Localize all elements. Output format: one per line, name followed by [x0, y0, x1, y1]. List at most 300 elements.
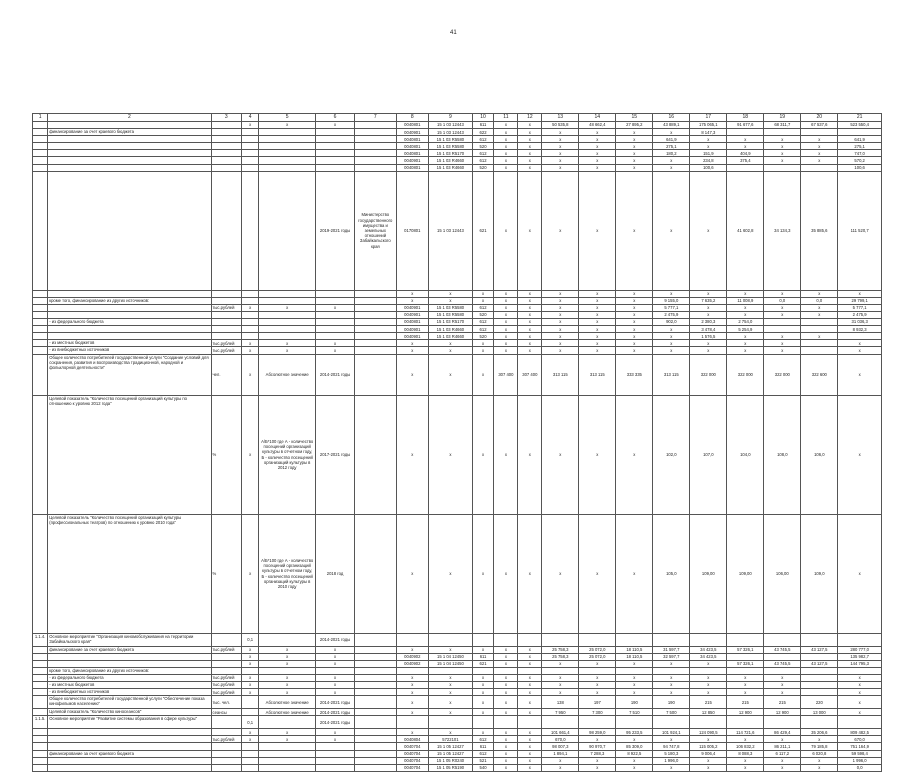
- table-cell: 59 598,4: [838, 750, 882, 757]
- table-cell: x: [396, 709, 429, 716]
- table-cell: [211, 150, 241, 157]
- table-cell: [396, 667, 429, 674]
- table-cell: 520: [472, 333, 494, 340]
- table-cell: x: [518, 743, 542, 750]
- table-cell: [259, 716, 316, 729]
- table-cell: [33, 689, 48, 696]
- table-cell: x: [764, 304, 801, 311]
- table-cell: x: [764, 736, 801, 743]
- table-cell: [315, 319, 354, 326]
- table-cell: x: [653, 347, 690, 354]
- table-cell: x: [801, 157, 838, 164]
- table-cell: x: [542, 660, 579, 667]
- table-cell: x: [472, 646, 494, 653]
- table-cell: 0040902: [396, 653, 429, 660]
- table-cell: [355, 514, 396, 633]
- table-cell: x: [801, 304, 838, 311]
- table-cell: [355, 709, 396, 716]
- table-cell: x: [315, 729, 354, 736]
- table-cell: 307 400: [518, 354, 542, 395]
- table-cell: x: [542, 757, 579, 764]
- table-cell: x: [315, 653, 354, 660]
- table-cell: Целевой показатель "Количество посещений организаций культуры по отношению к уровню 2012 года": [48, 395, 211, 514]
- table-cell: 101 661,4: [542, 729, 579, 736]
- table-cell: x: [727, 340, 764, 347]
- table-row: [33, 290, 882, 297]
- table-cell: x: [429, 514, 473, 633]
- table-cell: тыс.рублей: [211, 347, 241, 354]
- table-cell: [211, 667, 241, 674]
- table-cell: 6 020,8: [801, 750, 838, 757]
- table-cell: 0,1: [241, 716, 258, 729]
- table-cell: 523 550,4: [838, 122, 882, 129]
- table-cell: x: [801, 736, 838, 743]
- table-row: [33, 354, 882, 395]
- table-cell: x: [801, 150, 838, 157]
- table-cell: x: [616, 681, 653, 688]
- table-cell: x: [542, 297, 579, 304]
- table-cell: [241, 743, 258, 750]
- table-cell: 67 537,6: [801, 122, 838, 129]
- table-cell: 105,0: [653, 514, 690, 633]
- table-row: [33, 122, 882, 129]
- table-cell: x: [690, 681, 727, 688]
- table-cell: 0040901: [396, 333, 429, 340]
- table-cell: 5 777,1: [653, 304, 690, 311]
- table-cell: 13 000: [801, 709, 838, 716]
- table-cell: x: [241, 660, 258, 667]
- table-cell: x: [542, 136, 579, 143]
- table-row: [33, 757, 882, 764]
- table-cell: 34 423,5: [690, 646, 727, 653]
- table-cell: [48, 136, 211, 143]
- table-cell: - из федерального бюджета: [48, 674, 211, 681]
- table-cell: 15 1 03 R4660: [429, 164, 473, 171]
- table-cell: [241, 157, 258, 164]
- table-cell: x: [396, 340, 429, 347]
- header-cell: 15: [616, 114, 653, 122]
- table-cell: 104,0: [727, 395, 764, 514]
- table-cell: 0,0: [801, 297, 838, 304]
- table-cell: [801, 319, 838, 326]
- table-cell: x: [518, 646, 542, 653]
- table-cell: x: [727, 681, 764, 688]
- table-cell: x: [653, 157, 690, 164]
- table-cell: - из внебюджетных источников: [48, 347, 211, 354]
- table-cell: [838, 333, 882, 340]
- table-cell: 15 1 03 R5170: [429, 319, 473, 326]
- table-cell: 2017-2021 годы: [315, 395, 354, 514]
- table-cell: x: [518, 171, 542, 290]
- table-cell: [764, 653, 801, 660]
- table-cell: x: [801, 757, 838, 764]
- table-cell: 79 185,8: [801, 743, 838, 750]
- table-cell: [838, 716, 882, 729]
- table-cell: [259, 750, 316, 757]
- table-cell: [33, 736, 48, 743]
- table-cell: x: [653, 171, 690, 290]
- table-cell: [727, 667, 764, 674]
- table-cell: x: [764, 136, 801, 143]
- table-cell: 35 206,6: [801, 729, 838, 736]
- table-cell: [241, 764, 258, 771]
- table-cell: [315, 164, 354, 171]
- table-cell: 31 036,3: [838, 319, 882, 326]
- table-cell: x: [579, 674, 616, 681]
- table-cell: 7 950: [542, 709, 579, 716]
- table-cell: [48, 743, 211, 750]
- table-cell: 0040901: [396, 304, 429, 311]
- table-cell: x: [653, 129, 690, 136]
- header-cell: 14: [579, 114, 616, 122]
- table-cell: - из внебюджетных источников: [48, 689, 211, 696]
- table-cell: x: [838, 696, 882, 709]
- table-cell: 7 500: [653, 709, 690, 716]
- table-cell: финансирование за счет краевого бюджета: [48, 129, 211, 136]
- table-cell: x: [396, 347, 429, 354]
- table-cell: x: [542, 311, 579, 318]
- table-cell: 0040801: [396, 319, 429, 326]
- table-cell: x: [616, 764, 653, 771]
- table-cell: [355, 304, 396, 311]
- table-cell: Абсолютное значение: [259, 709, 316, 716]
- table-cell: x: [472, 696, 494, 709]
- table-cell: [579, 667, 616, 674]
- table-cell: x: [315, 340, 354, 347]
- table-cell: [211, 143, 241, 150]
- table-cell: [48, 757, 211, 764]
- table-cell: [211, 164, 241, 171]
- header-cell: 13: [542, 114, 579, 122]
- table-cell: [241, 319, 258, 326]
- table-cell: 15 1 03 12443: [429, 122, 473, 129]
- table-cell: [315, 143, 354, 150]
- table-cell: x: [241, 354, 258, 395]
- table-cell: x: [579, 136, 616, 143]
- table-cell: x: [616, 171, 653, 290]
- table-cell: x: [579, 681, 616, 688]
- table-cell: x: [542, 171, 579, 290]
- table-cell: 2014-2021 годы: [315, 633, 354, 646]
- table-cell: x: [653, 674, 690, 681]
- table-cell: 280 777,0: [838, 646, 882, 653]
- table-cell: 101 924,1: [653, 729, 690, 736]
- table-cell: 670,0: [838, 736, 882, 743]
- table-cell: [211, 129, 241, 136]
- table-cell: [801, 689, 838, 696]
- table-cell: x: [494, 297, 518, 304]
- table-cell: [33, 667, 48, 674]
- table-cell: [801, 681, 838, 688]
- table-cell: x: [616, 164, 653, 171]
- table-cell: x: [494, 729, 518, 736]
- table-cell: [33, 150, 48, 157]
- table-cell: x: [241, 689, 258, 696]
- table-cell: 2 380,3: [690, 319, 727, 326]
- table-cell: [355, 326, 396, 333]
- table-cell: x: [690, 674, 727, 681]
- table-row: [33, 304, 882, 311]
- table-cell: 43 745,5: [764, 660, 801, 667]
- table-cell: 2014-2021 годы: [315, 696, 354, 709]
- table-cell: x: [396, 297, 429, 304]
- header-cell: 3: [211, 114, 241, 122]
- table-cell: x: [241, 646, 258, 653]
- table-cell: x: [690, 311, 727, 318]
- table-cell: [241, 709, 258, 716]
- table-cell: 98 259,0: [579, 729, 616, 736]
- table-cell: [764, 326, 801, 333]
- table-cell: x: [259, 736, 316, 743]
- table-cell: [259, 129, 316, 136]
- table-cell: [211, 764, 241, 771]
- table-cell: [211, 757, 241, 764]
- table-cell: x: [429, 395, 473, 514]
- table-cell: x: [542, 395, 579, 514]
- table-cell: x: [494, 143, 518, 150]
- table-cell: чел.: [211, 354, 241, 395]
- table-cell: x: [429, 646, 473, 653]
- table-cell: [259, 764, 316, 771]
- table-cell: x: [542, 150, 579, 157]
- table-cell: x: [494, 750, 518, 757]
- table-cell: [259, 171, 316, 290]
- table-cell: x: [801, 143, 838, 150]
- table-cell: 0040901: [396, 311, 429, 318]
- table-cell: 0,1: [241, 633, 258, 646]
- table-cell: [653, 667, 690, 674]
- table-cell: x: [579, 514, 616, 633]
- table-cell: сеансы: [211, 709, 241, 716]
- table-cell: [241, 164, 258, 171]
- table-cell: 641,9: [838, 136, 882, 143]
- table-cell: [355, 164, 396, 171]
- table-cell: [33, 326, 48, 333]
- table-cell: 2014-2021 годы: [315, 709, 354, 716]
- table-row: [33, 395, 882, 514]
- table-cell: [355, 297, 396, 304]
- table-cell: [48, 736, 211, 743]
- header-cell: 11: [494, 114, 518, 122]
- table-row: [33, 729, 882, 736]
- table-row: [33, 129, 882, 136]
- table-cell: x: [472, 290, 494, 297]
- header-cell: 5: [259, 114, 316, 122]
- table-cell: x: [315, 646, 354, 653]
- table-cell: x: [653, 164, 690, 171]
- table-row: [33, 150, 882, 157]
- table-cell: Целевой показатель "Количество посещений организаций культуры (профессиональных театров) по отношению к уровню 2010 года": [48, 514, 211, 633]
- table-row: [33, 340, 882, 347]
- table-cell: x: [838, 689, 882, 696]
- table-cell: 404,9: [727, 150, 764, 157]
- table-cell: [259, 136, 316, 143]
- table-cell: [211, 297, 241, 304]
- table-cell: 98 007,3: [542, 743, 579, 750]
- table-cell: [33, 764, 48, 771]
- table-cell: x: [542, 514, 579, 633]
- table-cell: x: [690, 689, 727, 696]
- table-cell: 2018 год: [315, 514, 354, 633]
- table-cell: Абсолютное значение: [259, 354, 316, 395]
- table-cell: [48, 311, 211, 318]
- table-cell: x: [579, 736, 616, 743]
- table-cell: [653, 716, 690, 729]
- table-cell: x: [494, 347, 518, 354]
- table-cell: x: [518, 311, 542, 318]
- table-row: [33, 326, 882, 333]
- table-cell: 25 758,3: [542, 653, 579, 660]
- table-cell: x: [616, 143, 653, 150]
- table-row: [33, 764, 882, 771]
- table-cell: [315, 150, 354, 157]
- table-cell: x: [472, 297, 494, 304]
- table-cell: x: [429, 347, 473, 354]
- table-cell: [727, 653, 764, 660]
- table-cell: x: [518, 150, 542, 157]
- table-cell: x: [241, 736, 258, 743]
- table-row: [33, 333, 882, 340]
- table-cell: [355, 157, 396, 164]
- table-cell: x: [579, 660, 616, 667]
- table-cell: [801, 129, 838, 136]
- table-cell: x: [727, 757, 764, 764]
- table-cell: [259, 743, 316, 750]
- table-cell: 15 1 05 R0240: [429, 757, 473, 764]
- table-cell: [211, 326, 241, 333]
- table-cell: [33, 757, 48, 764]
- table-cell: [355, 143, 396, 150]
- table-cell: кроме того, финансирование из других источников:: [48, 297, 211, 304]
- table-cell: x: [241, 514, 258, 633]
- table-cell: x: [579, 326, 616, 333]
- table-cell: x: [518, 395, 542, 514]
- table-cell: x: [579, 297, 616, 304]
- table-cell: [429, 716, 473, 729]
- table-cell: x: [518, 660, 542, 667]
- header-cell: 20: [801, 114, 838, 122]
- table-cell: x: [259, 122, 316, 129]
- table-cell: [355, 696, 396, 709]
- table-cell: 215: [690, 696, 727, 709]
- table-cell: 612: [472, 326, 494, 333]
- table-row: [33, 709, 882, 716]
- table-cell: x: [690, 340, 727, 347]
- table-cell: [33, 750, 48, 757]
- table-cell: x: [518, 347, 542, 354]
- table-cell: 180,2: [653, 150, 690, 157]
- table-cell: [241, 150, 258, 157]
- table-cell: 15 1 03 R5580: [429, 136, 473, 143]
- table-cell: x: [690, 347, 727, 354]
- table-cell: Целевой показатель "Количество киносеансов": [48, 709, 211, 716]
- table-cell: 751 164,9: [838, 743, 882, 750]
- table-cell: [33, 297, 48, 304]
- table-cell: x: [616, 150, 653, 157]
- header-cell: 4: [241, 114, 258, 122]
- table-cell: 114 721,6: [727, 729, 764, 736]
- table-cell: 144 795,3: [838, 660, 882, 667]
- table-cell: x: [579, 157, 616, 164]
- table-cell: [355, 340, 396, 347]
- table-cell: 5722101: [429, 736, 473, 743]
- table-cell: 100,6: [838, 164, 882, 171]
- table-cell: [33, 333, 48, 340]
- table-cell: [33, 171, 48, 290]
- table-row: [33, 514, 882, 633]
- table-cell: 68 311,7: [764, 122, 801, 129]
- table-cell: 215: [764, 696, 801, 709]
- table-cell: x: [518, 157, 542, 164]
- table-cell: x: [579, 150, 616, 157]
- table-cell: [838, 667, 882, 674]
- table-cell: x: [315, 347, 354, 354]
- table-cell: x: [241, 681, 258, 688]
- table-cell: [355, 736, 396, 743]
- table-cell: [241, 171, 258, 290]
- table-cell: 0040801: [396, 150, 429, 157]
- table-cell: 0040704: [396, 757, 429, 764]
- table-cell: 0040704: [396, 743, 429, 750]
- table-cell: 8 932,3: [838, 326, 882, 333]
- table-row: [33, 347, 882, 354]
- table-cell: 8 922,5: [616, 750, 653, 757]
- table-cell: [355, 347, 396, 354]
- table-cell: Общее количество потребителей государственной услуги "Обеспечение показа кинофильмов населению": [48, 696, 211, 709]
- table-cell: x: [494, 689, 518, 696]
- table-cell: [355, 689, 396, 696]
- table-cell: x: [764, 689, 801, 696]
- table-row: [33, 157, 882, 164]
- table-cell: [33, 304, 48, 311]
- table-cell: 41 602,8: [727, 171, 764, 290]
- table-cell: тыс.рублей: [211, 736, 241, 743]
- table-cell: x: [315, 122, 354, 129]
- table-cell: x: [518, 319, 542, 326]
- table-cell: 520: [472, 164, 494, 171]
- table-cell: [33, 743, 48, 750]
- table-cell: x: [396, 514, 429, 633]
- table-cell: x: [616, 660, 653, 667]
- table-cell: [764, 319, 801, 326]
- table-row: [33, 674, 882, 681]
- table-cell: x: [838, 395, 882, 514]
- table-cell: x: [690, 757, 727, 764]
- header-row: [33, 114, 882, 122]
- table-cell: [48, 333, 211, 340]
- table-cell: [259, 333, 316, 340]
- table-cell: Абсолютное значение: [259, 696, 316, 709]
- table-cell: [315, 743, 354, 750]
- table-cell: x: [579, 311, 616, 318]
- table-cell: [33, 646, 48, 653]
- table-cell: 1 996,0: [838, 757, 882, 764]
- table-cell: 2 754,0: [727, 319, 764, 326]
- table-cell: x: [653, 689, 690, 696]
- table-cell: 313 115: [653, 354, 690, 395]
- table-cell: 25 072,0: [579, 653, 616, 660]
- table-cell: тыс. чел.: [211, 696, 241, 709]
- table-cell: 100,6: [690, 164, 727, 171]
- table-cell: x: [579, 333, 616, 340]
- table-cell: 111 520,7: [838, 171, 882, 290]
- table-cell: 32 597,7: [653, 653, 690, 660]
- table-cell: [48, 171, 211, 290]
- table-cell: [355, 646, 396, 653]
- table-cell: x: [494, 653, 518, 660]
- table-cell: x: [653, 660, 690, 667]
- table-cell: x: [494, 290, 518, 297]
